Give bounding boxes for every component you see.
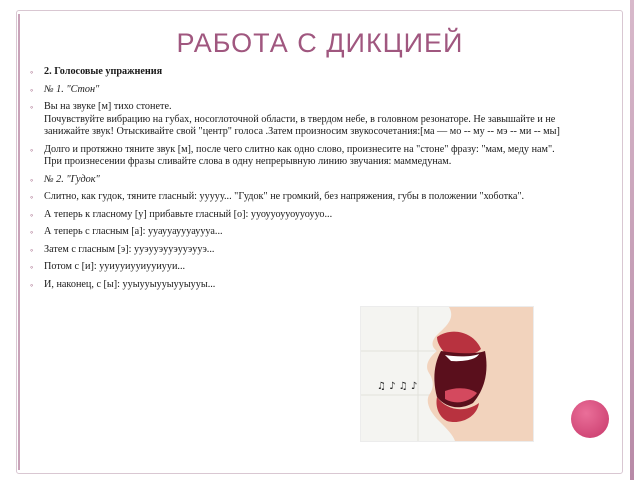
bullet-icon: ◦ <box>30 84 34 95</box>
bullet-item-moan <box>30 101 575 139</box>
item-text: № 1. "Стон" <box>44 83 100 95</box>
item-text: Долго и протяжно тяните звук [м], после чего слитно как одно слово, произнесите на "стоне" фразу: "мам, меду нам". При произнесении фразы сливайте слова в одну непрерывную линию звучания: маммедунам. <box>44 143 555 167</box>
item-text: Слитно, как гудок, тяните гласный: ууууу... "Гудок" не громкий, без напряжения, губы в положении "хоботка". <box>44 191 525 202</box>
item-text: А теперь к гласному [у] прибавьте гласный [о]: ууоууоууоууоууо... <box>44 208 333 220</box>
item-text: А теперь с гласным [а]: ууаууауууауууа... <box>44 226 223 237</box>
bullet-icon: ◦ <box>30 192 34 202</box>
slide-content <box>30 66 575 296</box>
bullet-item-exercise-1 <box>30 84 575 97</box>
item-text: Вы на звуке [м] тихо стонете. <box>44 101 172 112</box>
svg-text:♫ ♪ ♫ ♪: ♫ ♪ ♫ ♪ <box>377 381 418 392</box>
item-text: № 2. "Гудок" <box>44 173 100 185</box>
bullet-item-vowel-o <box>30 209 575 222</box>
singing-mouth-image <box>360 306 534 442</box>
bullet-item-vowel-e <box>30 244 575 257</box>
item-text: И, наконец, с [ы]: ууыууыууыууыууы... <box>44 278 216 290</box>
bullet-icon: ◦ <box>30 227 34 237</box>
bullet-icon: ◦ <box>30 174 34 185</box>
bullet-icon: ◦ <box>30 244 34 255</box>
slide-right-border <box>630 0 634 480</box>
item-text: Почувствуйте вибрацию на губах, носоглоточной области, в твердом небе, в головном резонаторе. Не завышайте и не занижайте звук! Отыскивайте свой "центр" голоса .Затем произносим звукосочетания:[ма — мо -- му -- мэ -- ми -- мы] <box>44 113 560 137</box>
bullet-icon: ◦ <box>30 279 34 290</box>
item-text: 2. Голосовые упражнения <box>44 66 163 77</box>
bullet-item-vowel-y <box>30 279 575 292</box>
slide-left-border <box>18 14 20 470</box>
decorative-circle <box>571 400 609 438</box>
item-text: Затем с гласным [э]: ууэууэууэууэууэ... <box>44 243 215 255</box>
bullet-icon: ◦ <box>30 262 34 272</box>
bullet-item-heading <box>30 66 575 79</box>
singing-mouth-icon <box>361 307 533 441</box>
bullet-icon: ◦ <box>30 67 34 77</box>
bullet-icon: ◦ <box>30 144 34 155</box>
bullet-item-horn <box>30 191 575 204</box>
bullet-icon: ◦ <box>30 102 34 112</box>
bullet-icon: ◦ <box>30 209 34 220</box>
bullet-item-vowel-i <box>30 261 575 274</box>
bullet-item-exercise-2 <box>30 174 575 187</box>
bullet-item-phrase <box>30 144 575 169</box>
bullet-item-vowel-a <box>30 226 575 239</box>
item-text: Потом с [и]: ууиууиууиууиууи... <box>44 261 186 272</box>
slide-title: РАБОТА С ДИКЦИЕЙ <box>176 28 464 58</box>
